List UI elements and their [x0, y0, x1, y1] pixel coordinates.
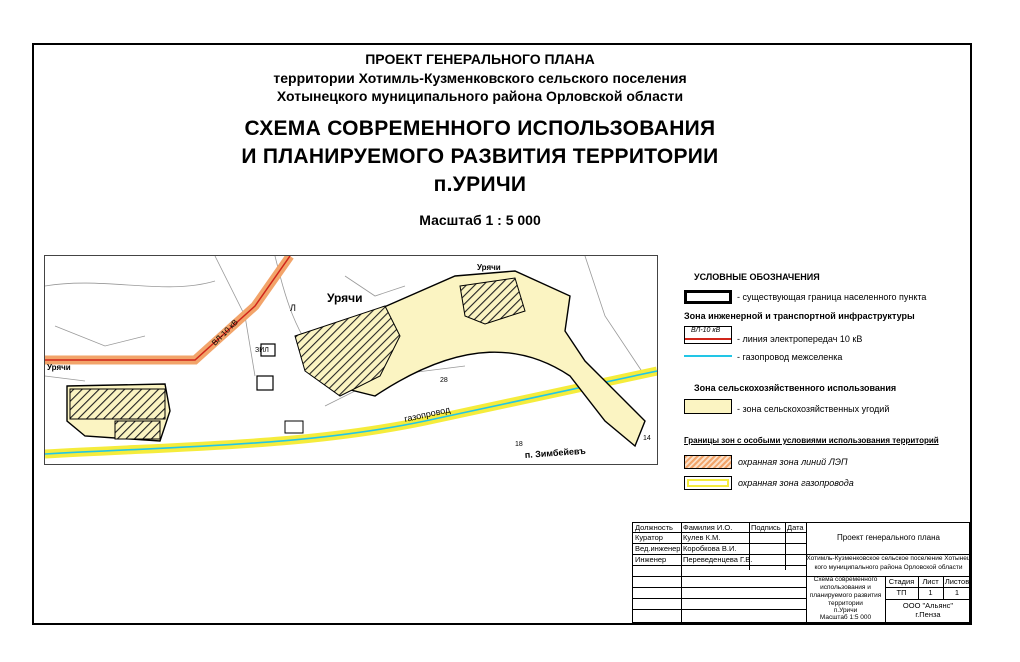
stamp-r1-pos: Куратор: [635, 533, 663, 542]
stamp-lists-h: Листов: [944, 577, 970, 586]
stamp-org1: ООО "Альянс": [902, 601, 954, 610]
map-label-bottom: п. Зимбейевъ: [524, 445, 587, 460]
building-2: [257, 376, 273, 390]
map-label-urichi: Урячи: [327, 291, 363, 305]
legend-gas-swatch: [684, 350, 732, 362]
hatched-area-1: [70, 389, 165, 419]
stamp-sheet2: использования и: [820, 584, 871, 591]
power-line: [45, 256, 290, 360]
title-block: [632, 522, 970, 623]
map-label-vl: ВЛ-10 кВ: [210, 317, 240, 348]
stamp-sheet5: п.Уричи: [833, 607, 858, 614]
header-line3: Хотынецкого муниципального района Орловской области: [276, 88, 684, 104]
legend-gaszone-label: охранная зона газопровода: [738, 478, 854, 488]
header-line1: ПРОЕКТ ГЕНЕРАЛЬНОГО ПЛАНА: [365, 51, 595, 67]
stamp-sheet3: планируемого развития: [809, 592, 882, 599]
legend-gas-label: - газопровод межселенка: [737, 352, 843, 362]
stamp-project: Проект генерального плана: [837, 533, 940, 542]
stamp-list-h: Лист: [922, 577, 939, 586]
legend-zone-infra: Зона инженерной и транспортной инфраструктуры: [684, 311, 915, 321]
hatched-area-2: [115, 421, 160, 439]
legend-title: УСЛОВНЫЕ ОБОЗНАЧЕНИЯ: [694, 272, 820, 282]
legend-vl-label: - линия электропередач 10 кВ: [737, 334, 863, 344]
stamp-list: 1: [928, 588, 933, 597]
stamp-place2: кого муниципального района Орловской области: [814, 564, 963, 571]
legend-zones-special: Границы зон с особыми условиями использования территорий: [684, 436, 939, 445]
legend-agri-swatch: [684, 399, 732, 414]
legend-agri-label: - зона сельскохозяйственных угодий: [737, 404, 890, 414]
header-line2: территории Хотимль-Кузменковского сельского поселения: [273, 70, 687, 86]
map-label-gaz: газопровод: [403, 404, 452, 424]
stamp-sheet1: Схема современного: [813, 576, 878, 583]
map-label-n2: 18: [515, 441, 523, 448]
map-svg: [45, 256, 657, 464]
stamp-h-date: Дата: [787, 523, 804, 532]
stamp-sheet6: Масштаб 1:5 000: [819, 614, 872, 621]
stamp-stage: ТП: [896, 588, 907, 597]
legend-zone-agri: Зона сельскохозяйственного использования: [694, 383, 897, 393]
legend-lep-swatch: [684, 455, 732, 469]
legend-vl-swatch: [684, 326, 732, 344]
stamp-h-pos: Должность: [635, 523, 673, 532]
stamp-r3-name: Переведенцева Г.В.: [683, 555, 753, 564]
stamp-place1: Хотимль-Кузменковское сельское поселение Хотынец: [806, 555, 971, 562]
stamp-stage-h: Стадия: [888, 577, 915, 586]
building-3: [285, 421, 303, 433]
legend-vl-box-text: ВЛ-10 кВ: [691, 327, 721, 334]
map-label-l1: Л: [290, 303, 296, 313]
stamp-r2-pos: Вед.инженер: [635, 544, 681, 553]
map-area[interactable]: [44, 255, 658, 465]
map-label-n3: 14: [643, 435, 651, 442]
map-label-urichi-top: Урячи: [477, 263, 501, 272]
legend-gaszone-swatch: [684, 476, 732, 490]
title-line3: п.УРИЧИ: [433, 173, 527, 196]
title-line2: И ПЛАНИРУЕМОГО РАЗВИТИЯ ТЕРРИТОРИИ: [241, 145, 719, 168]
map-label-urichi-left: Урячи: [47, 363, 71, 372]
scale-label: Масштаб 1 : 5 000: [419, 212, 541, 228]
stamp-sheet4: территории: [828, 600, 863, 607]
legend-boundary-swatch: [684, 290, 732, 304]
legend-boundary-label: - существующая граница населенного пункта: [737, 292, 927, 302]
map-label-n1: 28: [440, 377, 448, 384]
stamp-r2-name: Коробкова В.И.: [683, 544, 737, 553]
stamp-h-sign: Подпись: [751, 523, 781, 532]
map-label-l3: ЗИЛ: [255, 347, 269, 354]
stamp-r3-pos: Инженер: [635, 555, 667, 564]
stamp-r1-name: Кулев К.М.: [683, 533, 721, 542]
stamp-lists: 1: [954, 588, 960, 597]
stamp-h-name: Фамилия И.О.: [683, 523, 733, 532]
legend-lep-label: охранная зона линий ЛЭП: [738, 457, 848, 467]
title-line1: СХЕМА СОВРЕМЕННОГО ИСПОЛЬЗОВАНИЯ: [244, 117, 716, 140]
stamp-org2: г.Пенза: [915, 610, 941, 619]
